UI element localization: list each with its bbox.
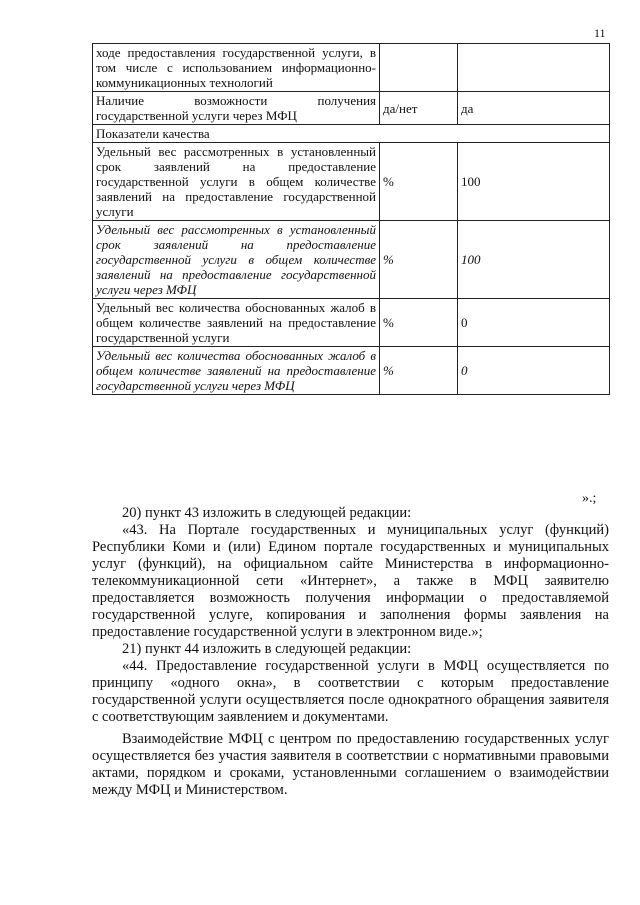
indicator-value	[458, 44, 610, 92]
table-row	[93, 299, 610, 347]
table-row	[93, 44, 610, 92]
indicator-value: да	[458, 92, 610, 125]
amendment-item-21: 21) пункт 44 изложить в следующей редакции:	[122, 641, 412, 657]
indicator-value: 100	[458, 221, 610, 299]
indicator-name: Наличие возможности получения государственной услуги через МФЦ	[93, 92, 380, 125]
section-title: Показатели качества	[93, 125, 610, 143]
indicator-unit: да/нет	[380, 92, 458, 125]
paragraph-43: «43. На Портале государственных и муниципальных услуг (функций) Республики Коми и (или) Едином портале государственных и муниципальных услуг (функций), на официальном сайте Министерства в информационно-телекоммуникационной сети «Интернет», а также в МФЦ заявителю предоставляется возможность получения информации о предоставляемой государственной услуге, копирования и заполнения формы заявления на предоставление государственной услуги в электронном виде.»;	[92, 522, 609, 640]
body-text	[92, 505, 609, 799]
page-number: 11	[594, 26, 606, 40]
indicator-unit: %	[380, 299, 458, 347]
indicator-value: 0	[458, 299, 610, 347]
indicator-unit: %	[380, 347, 458, 395]
section-row	[93, 125, 610, 143]
closing-quote: ».;	[582, 491, 597, 506]
indicator-name: Удельный вес рассмотренных в установленный срок заявлений на предоставление государственной услуги в общем количестве заявлений на предоставление государственной услуги	[93, 143, 380, 221]
indicator-name: ходе предоставления государственной услуги, в том числе с использованием информационно-коммуникационных технологий	[93, 44, 380, 92]
indicator-value: 0	[458, 347, 610, 395]
amendment-item-20: 20) пункт 43 изложить в следующей редакции:	[122, 505, 412, 521]
table-row	[93, 92, 610, 125]
table-row	[93, 143, 610, 221]
indicator-name: Удельный вес количества обоснованных жалоб в общем количестве заявлений на предоставление государственной услуги через МФЦ	[93, 347, 380, 395]
table-row	[93, 221, 610, 299]
indicator-name: Удельный вес рассмотренных в установленный срок заявлений на предоставление государственной услуги в общем количестве заявлений на предоставление государственной услуги через МФЦ	[93, 221, 380, 299]
indicator-unit: %	[380, 221, 458, 299]
table-row	[93, 347, 610, 395]
indicator-unit: %	[380, 143, 458, 221]
paragraph-interaction: Взаимодействие МФЦ с центром по предоставлению государственных услуг осуществляется без участия заявителя в соответствии с нормативными правовыми актами, порядком и сроками, установленными соглашением о взаимодействии между МФЦ и Министерством.	[92, 731, 609, 798]
indicators-table	[92, 43, 610, 395]
indicator-unit	[380, 44, 458, 92]
indicator-value: 100	[458, 143, 610, 221]
indicator-name: Удельный вес количества обоснованных жалоб в общем количестве заявлений на предоставление государственной услуги	[93, 299, 380, 347]
paragraph-44: «44. Предоставление государственной услуги в МФЦ осуществляется по принципу «одного окна», в соответствии с которым предоставление государственной услуги осуществляется после однократного обращения заявителя с соответствующим заявлением и документами.	[92, 658, 609, 725]
